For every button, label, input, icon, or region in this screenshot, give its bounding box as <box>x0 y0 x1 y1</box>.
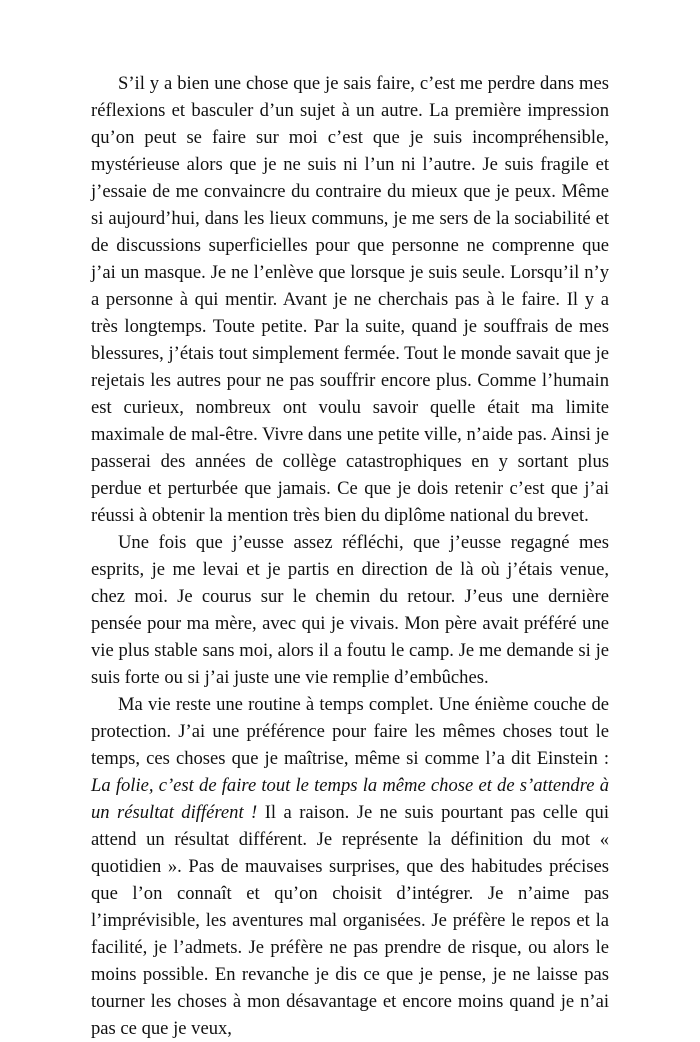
paragraph-1: S’il y a bien une chose que je sais faire, c’est me perdre dans mes réflexions et basculer d’un sujet à un autre. La première impression qu’on peut se faire sur moi c’est que je suis incompréhensible, mystérieuse alors que je ne suis ni l’un ni l’autre. Je suis fragile et j’essaie de me convaincre du contraire du mieux que je peux. Même si aujourd’hui, dans les lieux communs, je me sers de la sociabilité et de discussions superficielles pour que personne ne comprenne que j’ai un masque. Je ne l’enlève que lorsque je suis seule. Lorsqu’il n’y a personne à qui mentir. Avant je ne cherchais pas à le faire. Il y a très longtemps. Toute petite. Par la suite, quand je souffrais de mes blessures, j’étais tout simplement fermée. Tout le monde savait que je rejetais les autres pour ne pas souffrir encore plus. Comme l’humain est curieux, nombreux ont voulu savoir quelle était ma limite maximale de mal-être. Vivre dans une petite ville, n’aide pas. Ainsi je passerai des années de collège catastrophiques en y sortant plus perdue et perturbée que jamais. Ce que je dois retenir c’est que j’ai réussi à obtenir la mention très bien du diplôme national du brevet. <box>91 73 609 526</box>
body-text <box>91 70 609 1042</box>
einstein-quote: La folie, c’est de faire tout le temps la même chose et de s’attendre à un résultat différent ! <box>91 775 609 823</box>
paragraph-3-continuation: Il a raison. Je ne suis pourtant pas celle qui attend un résultat différent. Je représente la définition du mot « quotidien ». Pas de mauvaises surprises, que des habitudes précises que l’on connaît et qu’on choisit d’intégrer. Je n’aime pas l’imprévisible, les aventures mal organisées. Je préfère le repos et la facilité, je l’admets. Je préfère ne pas prendre de risque, ou alors le moins possible. En revanche je dis ce que je pense, je ne laisse pas tourner les choses à mon désavantage et encore moins quand je n’ai pas ce que je veux, <box>91 802 610 1039</box>
paragraph-3 <box>91 691 609 1042</box>
paragraph-3-intro: Ma vie reste une routine à temps complet. Une énième couche de protection. J’ai une préférence pour faire les mêmes choses tout le temps, ces choses que je maîtrise, même si comme l’a dit Einstein : <box>91 694 609 769</box>
paragraph-2: Une fois que j’eusse assez réfléchi, que j’eusse regagné mes esprits, je me levai et je partis en direction de là où j’étais venue, chez moi. Je courus sur le chemin du retour. J’eus une dernière pensée pour ma mère, avec qui je vivais. Mon père avait préféré une vie plus stable sans moi, alors il a foutu le camp. Je me demande si je suis forte ou si j’ai juste une vie remplie d’embûches. <box>91 532 609 688</box>
